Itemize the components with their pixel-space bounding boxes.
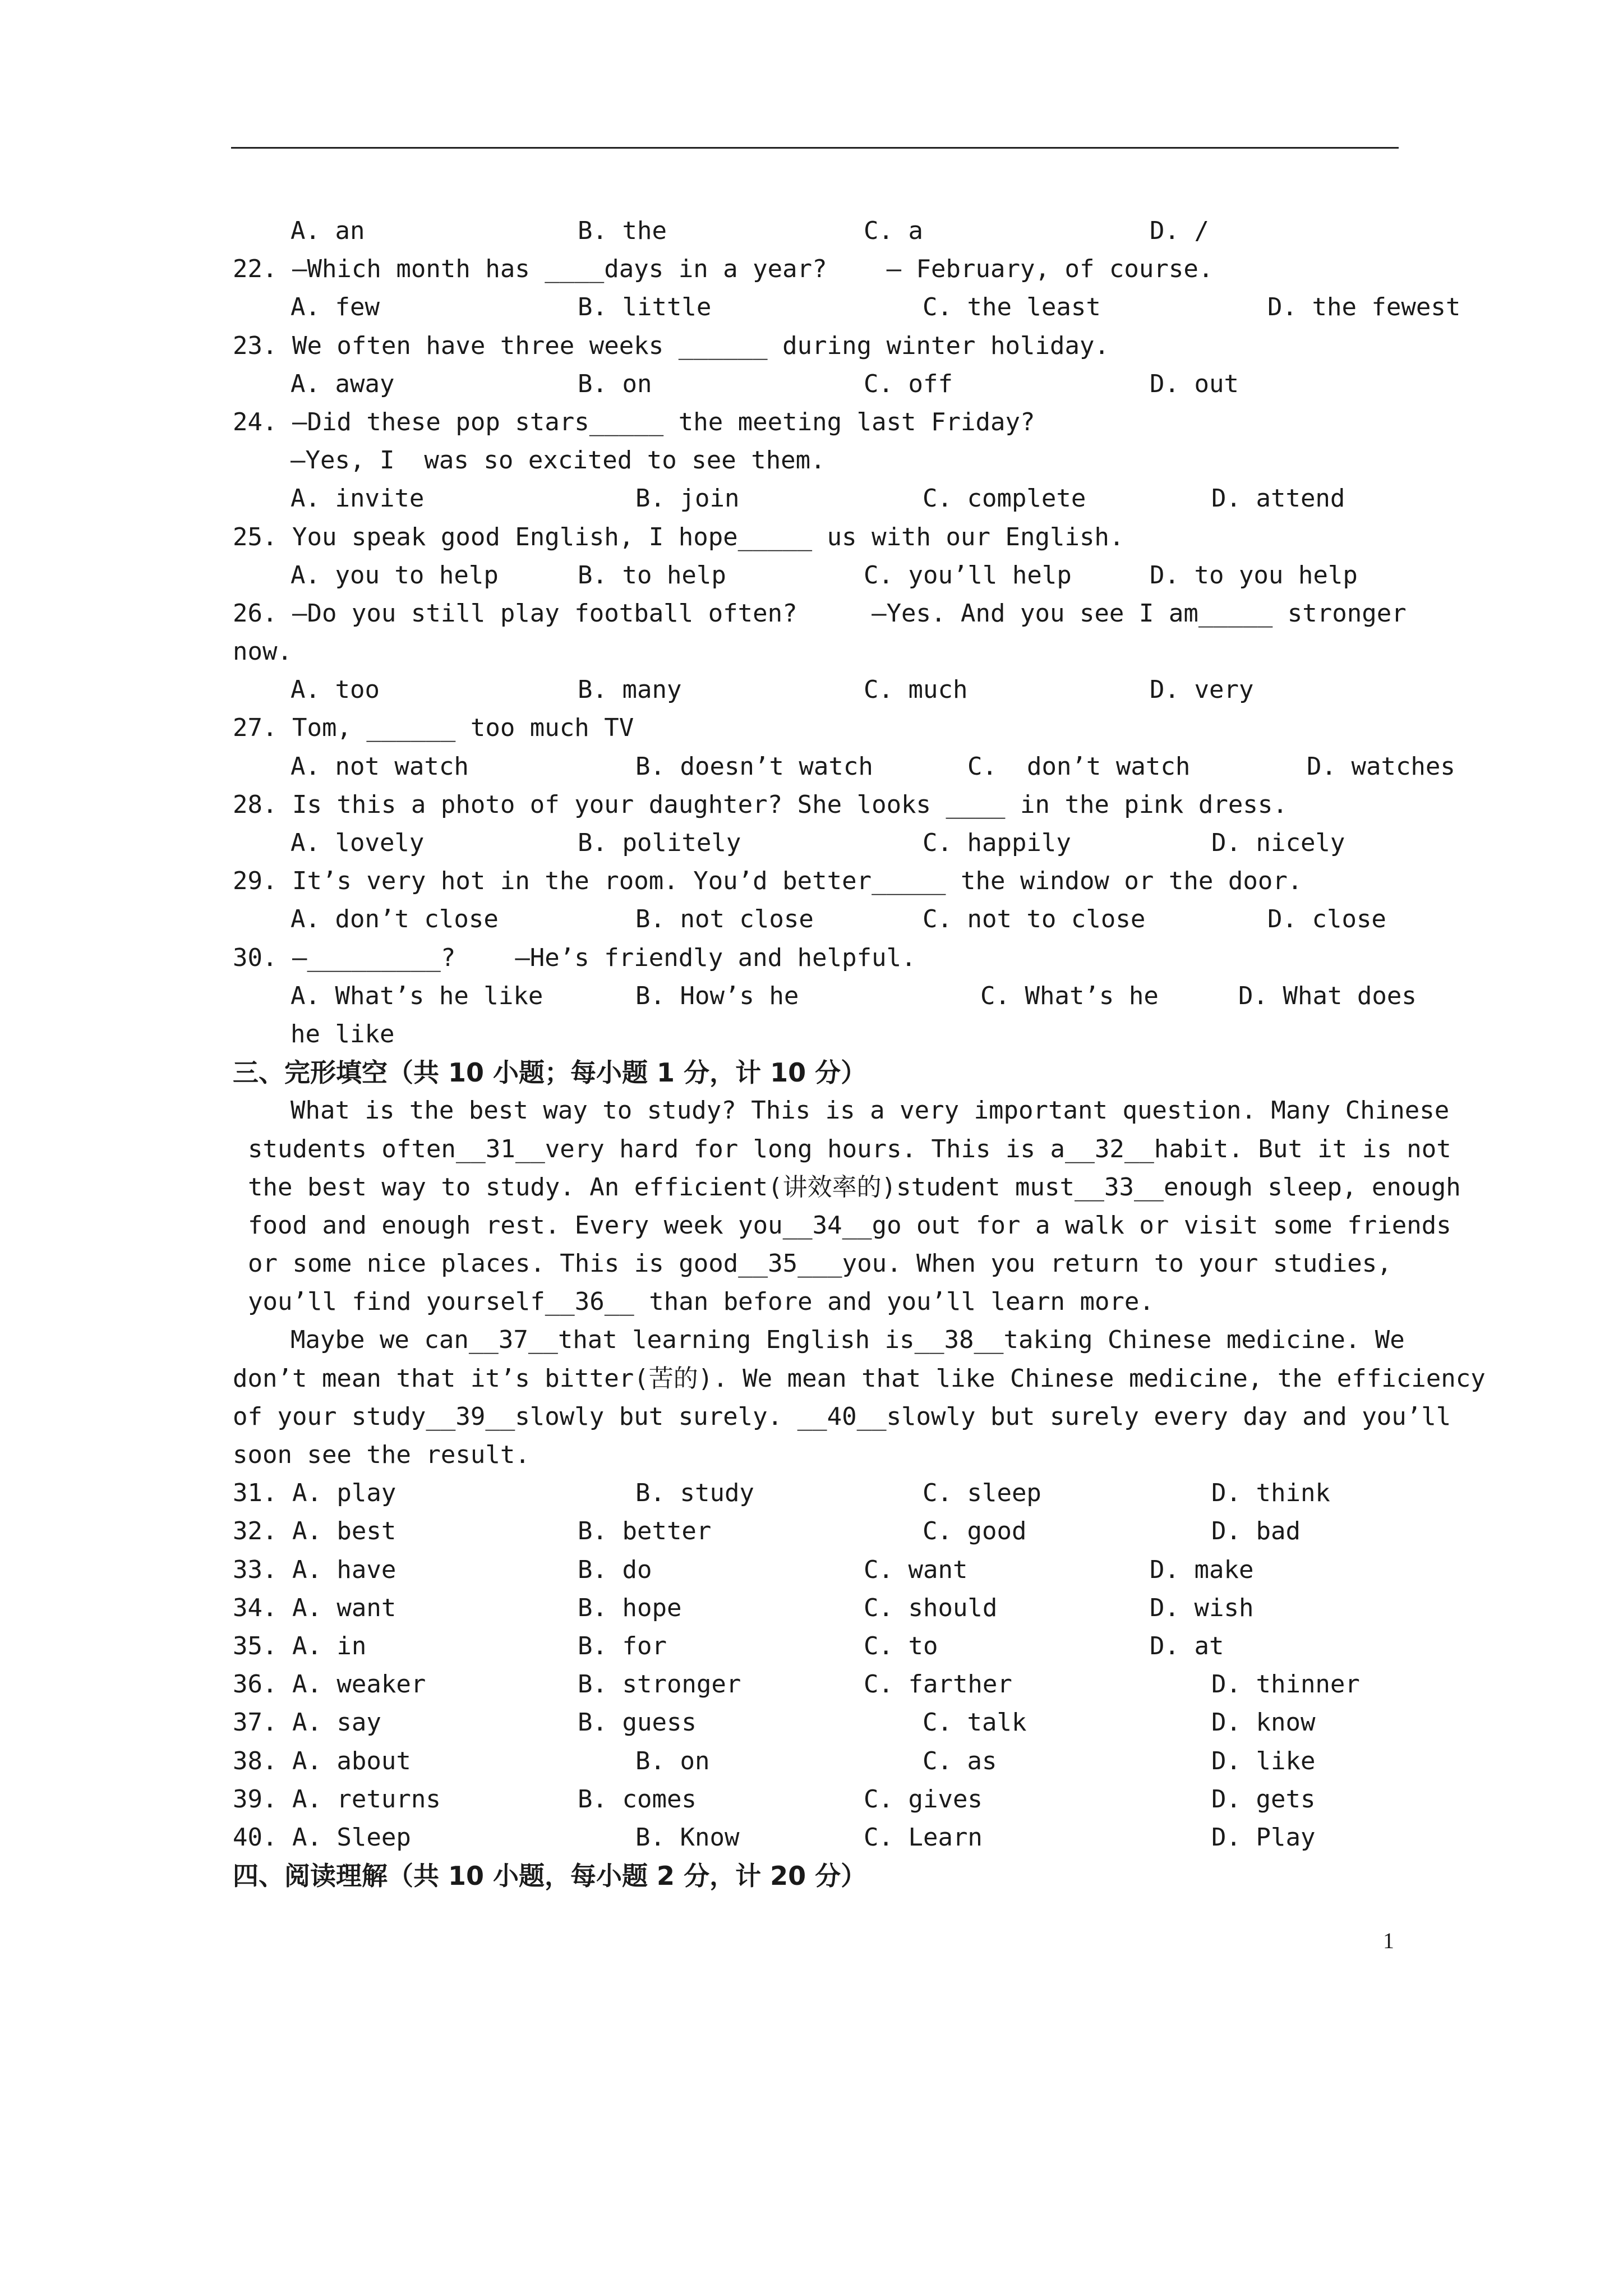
answer-option: B. better bbox=[578, 1517, 712, 1546]
line-text: Maybe we can__37__that learning English is__38__taking Chinese medicine. We bbox=[291, 1326, 1405, 1355]
text-line bbox=[0, 1245, 1623, 1283]
text-line bbox=[0, 327, 1623, 365]
answer-option: A. lovely bbox=[291, 829, 425, 857]
text-line bbox=[0, 1857, 1623, 1895]
answer-option: 40. A. Sleep bbox=[233, 1823, 411, 1852]
line-text: —Yes, I was so excited to see them. bbox=[291, 446, 826, 475]
answer-option: D. What does bbox=[1238, 981, 1417, 1010]
answer-option: D. at bbox=[1150, 1631, 1224, 1660]
answer-option: D. very bbox=[1150, 675, 1254, 705]
text-line bbox=[0, 900, 1623, 938]
text-line bbox=[0, 288, 1623, 326]
text-line bbox=[0, 1780, 1623, 1819]
line-text: 26. —Do you still play football often? —Yes. And you see I am_____ stronger bbox=[233, 599, 1407, 628]
answer-option: A. few bbox=[291, 293, 380, 322]
page-number: 1 bbox=[1383, 1928, 1394, 1953]
line-text: 23. We often have three weeks ______ during winter holiday. bbox=[233, 331, 1109, 360]
text-line bbox=[0, 1589, 1623, 1627]
text-line bbox=[0, 977, 1623, 1015]
line-text: 25. You speak good English, I hope_____ us with our English. bbox=[233, 522, 1124, 551]
answer-option: D. bad bbox=[1211, 1517, 1301, 1546]
answer-option: A. away bbox=[291, 369, 395, 398]
text-line bbox=[0, 1665, 1623, 1704]
answer-option: C. Learn bbox=[864, 1823, 983, 1852]
answer-option: B. little bbox=[578, 293, 712, 322]
answer-option: A. What’s he like bbox=[291, 981, 543, 1010]
answer-option: C. the least bbox=[923, 293, 1101, 322]
answer-option: A. not watch bbox=[291, 752, 469, 781]
answer-option: B. on bbox=[578, 369, 652, 398]
line-text: he like bbox=[291, 1019, 395, 1048]
header-rule bbox=[231, 147, 1399, 149]
answer-option: C. not to close bbox=[923, 905, 1146, 934]
text-line bbox=[0, 748, 1623, 786]
text-line bbox=[0, 556, 1623, 595]
text-line bbox=[0, 365, 1623, 403]
text-line bbox=[0, 633, 1623, 671]
text-line bbox=[0, 1130, 1623, 1168]
answer-option: C. to bbox=[864, 1631, 938, 1660]
text-line bbox=[0, 1283, 1623, 1321]
answer-option: B. for bbox=[578, 1631, 667, 1660]
text-line bbox=[0, 595, 1623, 633]
line-text: 29. It’s very hot in the room. You’d better_____ the window or the door. bbox=[233, 867, 1303, 896]
answer-option: C. off bbox=[864, 369, 953, 398]
text-line bbox=[0, 403, 1623, 441]
answer-option: A. you to help bbox=[291, 560, 499, 590]
answer-option: B. study bbox=[635, 1479, 754, 1508]
text-line bbox=[0, 1512, 1623, 1550]
answer-option: D. Play bbox=[1211, 1823, 1316, 1852]
answer-option: D. out bbox=[1150, 369, 1239, 398]
text-line bbox=[0, 671, 1623, 709]
answer-option: B. How’s he bbox=[635, 981, 799, 1010]
answer-option: D. think bbox=[1211, 1479, 1330, 1508]
answer-option: 33. A. have bbox=[233, 1555, 396, 1584]
answer-option: B. doesn’t watch bbox=[635, 752, 873, 781]
answer-option: D. like bbox=[1211, 1746, 1316, 1775]
text-line bbox=[0, 212, 1623, 250]
answer-option: D. nicely bbox=[1211, 829, 1345, 857]
answer-option: C. you’ll help bbox=[864, 560, 1072, 590]
line-text: students often__31__very hard for long hours. This is a__32__habit. But it is not bbox=[248, 1134, 1451, 1163]
answer-option: B. stronger bbox=[578, 1670, 741, 1699]
answer-option: 38. A. about bbox=[233, 1746, 411, 1775]
answer-option: D. attend bbox=[1211, 484, 1345, 513]
text-line bbox=[0, 1092, 1623, 1130]
answer-option: 36. A. weaker bbox=[233, 1670, 426, 1699]
line-text: 24. —Did these pop stars_____ the meeting last Friday? bbox=[233, 407, 1035, 436]
exam-content bbox=[0, 212, 1623, 1895]
text-line bbox=[0, 1819, 1623, 1857]
text-line bbox=[0, 939, 1623, 977]
answer-option: C. sleep bbox=[923, 1479, 1041, 1508]
answer-option: C. happily bbox=[923, 829, 1071, 857]
answer-option: B. comes bbox=[578, 1784, 697, 1814]
line-text: 28. Is this a photo of your daughter? She looks ____ in the pink dress. bbox=[233, 790, 1288, 819]
text-line bbox=[0, 1551, 1623, 1589]
line-text: food and enough rest. Every week you__34__go out for a walk or visit some friends bbox=[248, 1211, 1451, 1240]
answer-option: 39. A. returns bbox=[233, 1784, 441, 1814]
text-line bbox=[0, 1474, 1623, 1512]
answer-option: B. politely bbox=[578, 829, 741, 857]
section-heading: 四、阅读理解（共 10 小题，每小题 2 分，计 20 分） bbox=[233, 1861, 867, 1892]
answer-option: D. close bbox=[1267, 905, 1386, 934]
line-text: 30. —_________? —He’s friendly and helpful. bbox=[233, 943, 916, 972]
text-line bbox=[0, 1053, 1623, 1092]
answer-option: B. the bbox=[578, 217, 667, 245]
answer-option: C. good bbox=[923, 1517, 1027, 1546]
text-line bbox=[0, 441, 1623, 480]
line-text: 22. —Which month has ____days in a year? — February, of course. bbox=[233, 255, 1214, 284]
answer-option: B. not close bbox=[635, 905, 814, 934]
text-line bbox=[0, 1015, 1623, 1053]
line-text: soon see the result. bbox=[233, 1441, 530, 1469]
line-text: you’ll find yourself__36__ than before and you’ll learn more. bbox=[248, 1287, 1154, 1317]
answer-option: C. don’t watch bbox=[967, 752, 1191, 781]
answer-option: B. to help bbox=[578, 560, 726, 590]
line-text: the best way to study. An efficient(讲效率的)student must__33__enough sleep, enough bbox=[248, 1172, 1461, 1202]
answer-option: D. watches bbox=[1307, 752, 1455, 781]
answer-option: C. want bbox=[864, 1555, 968, 1584]
answer-option: 31. A. play bbox=[233, 1479, 396, 1508]
text-line bbox=[0, 480, 1623, 518]
answer-option: B. join bbox=[635, 484, 740, 513]
text-line bbox=[0, 1360, 1623, 1398]
section-heading: 三、完形填空（共 10 小题；每小题 1 分，计 10 分） bbox=[233, 1057, 867, 1088]
answer-option: 34. A. want bbox=[233, 1593, 396, 1622]
answer-option: C. farther bbox=[864, 1670, 1012, 1699]
answer-option: A. an bbox=[291, 217, 365, 245]
answer-option: B. do bbox=[578, 1555, 652, 1584]
line-text: 27. Tom, ______ too much TV bbox=[233, 714, 634, 743]
text-line bbox=[0, 250, 1623, 288]
text-line bbox=[0, 824, 1623, 862]
text-line bbox=[0, 1321, 1623, 1359]
answer-option: A. don’t close bbox=[291, 905, 499, 934]
line-text: or some nice places. This is good__35___you. When you return to your studies, bbox=[248, 1249, 1392, 1278]
answer-option: C. talk bbox=[923, 1708, 1027, 1737]
text-line bbox=[0, 862, 1623, 900]
line-text: What is the best way to study? This is a very important question. Many Chinese bbox=[291, 1096, 1450, 1125]
answer-option: C. a bbox=[864, 217, 923, 245]
answer-option: C. much bbox=[864, 675, 968, 705]
line-text: of your study__39__slowly but surely. __40__slowly but surely every day and you’ll bbox=[233, 1402, 1451, 1431]
answer-option: D. make bbox=[1150, 1555, 1254, 1584]
text-line bbox=[0, 1627, 1623, 1665]
answer-option: C. gives bbox=[864, 1784, 983, 1814]
answer-option: D. know bbox=[1211, 1708, 1316, 1737]
answer-option: C. as bbox=[923, 1746, 997, 1775]
text-line bbox=[0, 1436, 1623, 1474]
answer-option: C. should bbox=[864, 1593, 998, 1622]
answer-option: 32. A. best bbox=[233, 1517, 396, 1546]
answer-option: 35. A. in bbox=[233, 1631, 367, 1660]
answer-option: D. thinner bbox=[1211, 1670, 1360, 1699]
text-line bbox=[0, 1207, 1623, 1245]
answer-option: A. invite bbox=[291, 484, 425, 513]
answer-option: B. guess bbox=[578, 1708, 697, 1737]
answer-option: B. Know bbox=[635, 1823, 740, 1852]
line-text: now. bbox=[233, 637, 292, 666]
answer-option: B. on bbox=[635, 1746, 710, 1775]
answer-option: D. / bbox=[1150, 217, 1209, 245]
answer-option: B. many bbox=[578, 675, 682, 705]
answer-option: C. What’s he bbox=[980, 981, 1159, 1010]
text-line bbox=[0, 1742, 1623, 1780]
text-line bbox=[0, 518, 1623, 556]
answer-option: D. the fewest bbox=[1267, 293, 1461, 322]
text-line bbox=[0, 1168, 1623, 1207]
text-line bbox=[0, 786, 1623, 824]
line-text: don’t mean that it’s bitter(苦的). We mean that like Chinese medicine, the efficiency bbox=[233, 1364, 1486, 1393]
answer-option: B. hope bbox=[578, 1593, 682, 1622]
answer-option: D. gets bbox=[1211, 1784, 1316, 1814]
text-line bbox=[0, 1398, 1623, 1436]
answer-option: C. complete bbox=[923, 484, 1086, 513]
text-line bbox=[0, 709, 1623, 747]
answer-option: A. too bbox=[291, 675, 380, 705]
answer-option: D. to you help bbox=[1150, 560, 1358, 590]
text-line bbox=[0, 1704, 1623, 1742]
answer-option: 37. A. say bbox=[233, 1708, 381, 1737]
answer-option: D. wish bbox=[1150, 1593, 1254, 1622]
